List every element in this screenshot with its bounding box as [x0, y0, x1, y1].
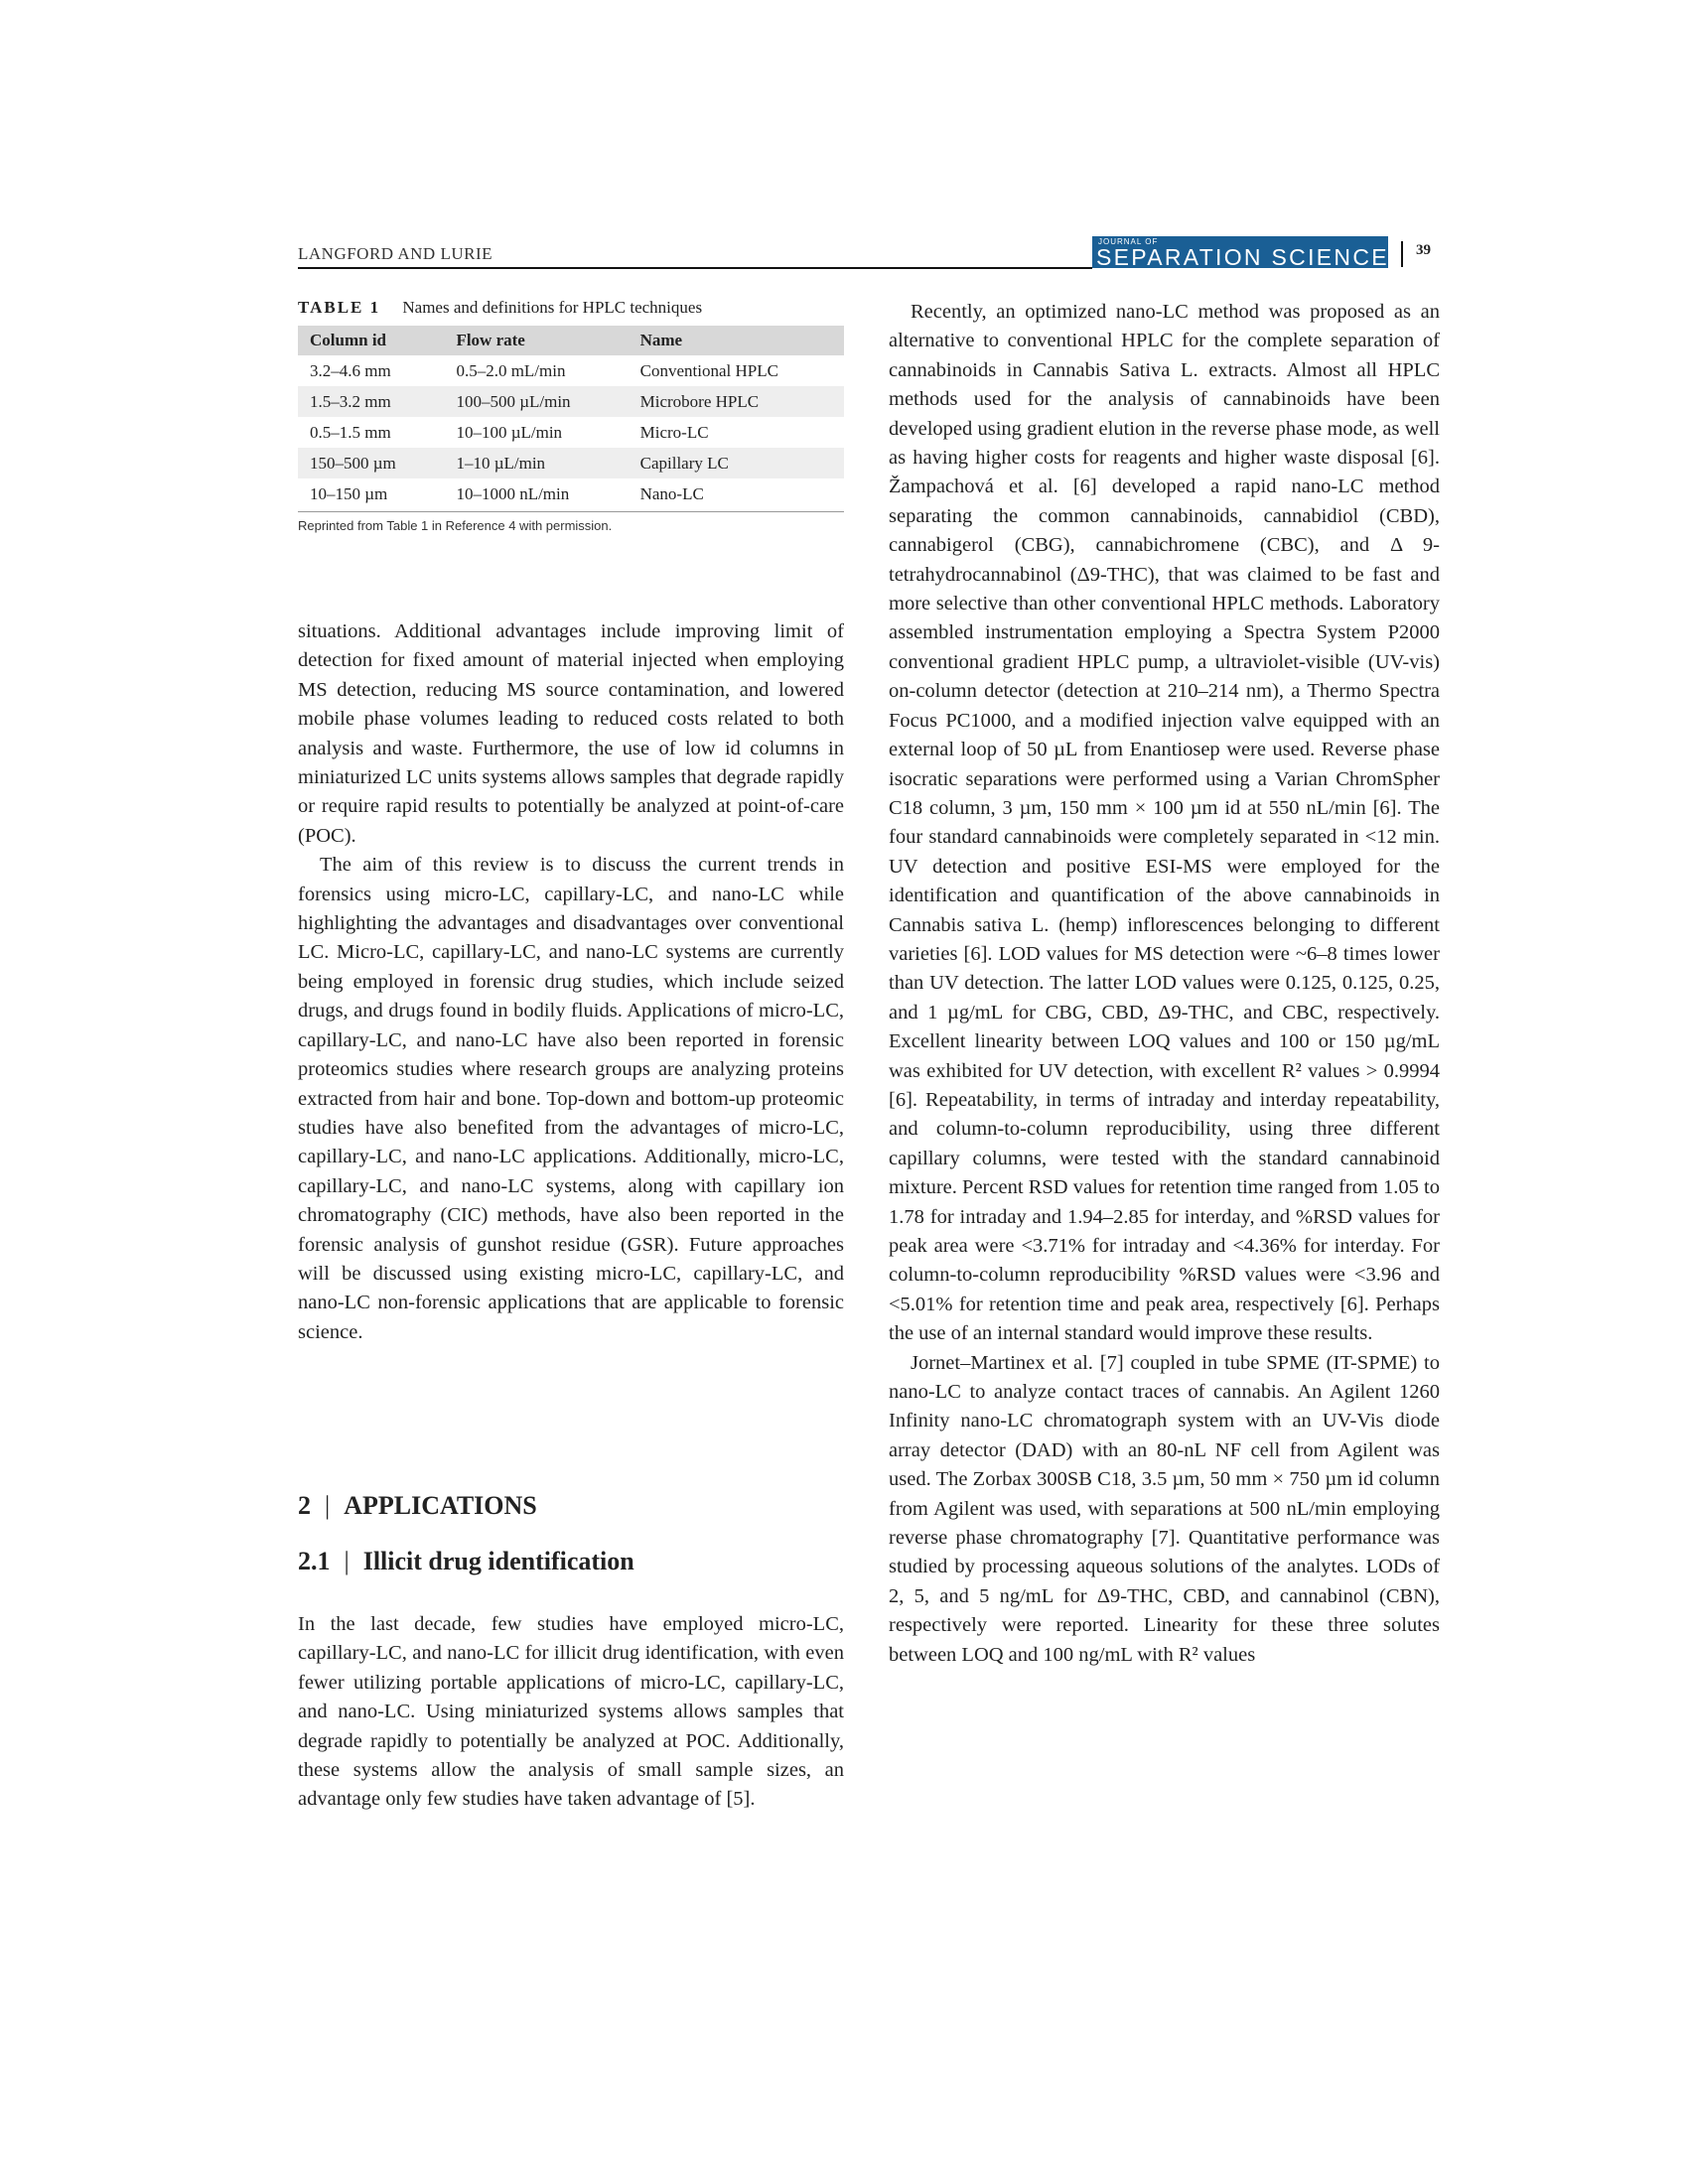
hplc-techniques-table [298, 326, 844, 509]
table-cell: 10–100 µL/min [456, 422, 563, 442]
left-column-top [298, 617, 844, 1347]
table-header-row [298, 326, 844, 355]
table-row [298, 448, 844, 478]
header-rule [298, 267, 1092, 269]
journal-logo [1092, 236, 1388, 268]
section-title: APPLICATIONS [344, 1491, 537, 1520]
header-divider [1401, 241, 1403, 267]
body-paragraph: Recently, an optimized nano-LC method was proposed as an alternative to conventional HPLC for the complete separation of cannabinoids in Cannabis Sativa L. extracts. Almost all HPLC methods used for the analysis of cannabinoids have been developed using gradient elution in the reverse phase mode, as well as having higher costs for reagents and higher waste disposal [6]. Žampachová et al. [6] developed a rapid nano-LC method separating the common cannabinoids, cannabidiol (CBD), cannabigerol (CBG), cannabichromene (CBC), and Δ 9-tetrahydrocannabinol (Δ9-THC), that was claimed to be fast and more selective than other conventional HPLC methods. Laboratory assembled instrumentation employing a Spectra System P2000 conventional gradient HPLC pump, a ultraviolet-visible (UV-vis) on-column detector (detection at 210–214 nm), a Thermo Spectra Focus PC1000, and a modified injection valve equipped with an external loop of 50 µL from Enantiosep were used. Reverse phase isocratic separations were performed using a Varian ChromSpher C18 column, 3 µm, 150 mm × 100 µm id at 550 nL/min [6]. The four standard cannabinoids were completely separated in <12 min. UV detection and positive ESI-MS were employed for the identification and quantification of the above cannabinoids in Cannabis sativa L. (hemp) inflorescences belonging to different varieties [6]. LOD values for MS detection were ~6–8 times lower than UV detection. The latter LOD values were 0.125, 0.125, 0.25, and 1 µg/mL for CBG, CBD, Δ9-THC, and CBC, respectively. Excellent linearity between LOQ values and 100 or 150 µg/mL was exhibited for UV detection, with excellent R² values > 0.9994 [6]. Repeatability, in terms of intraday and interday repeatability, and column-to-column reproducibility, using three different capillary columns, were tested with the standard cannabinoid mixture. Percent RSD values for retention time ranged from 1.05 to 1.78 for intraday and 1.94–2.85 for interday, and %RSD values for peak area were <3.71% for intraday and <4.36% for interday. For column-to-column reproducibility %RSD values were <3.96 and <5.01% for retention time and peak area, respectively [6]. Perhaps the use of an internal standard would improve these results. [889, 301, 1440, 1345]
table-caption [298, 298, 844, 318]
journal-logo-name: SEPARATION SCIENCE [1096, 244, 1389, 270]
table-cell: Capillary LC [629, 448, 844, 478]
running-header [298, 238, 1440, 268]
table-1 [298, 298, 844, 533]
section-heading [298, 1491, 537, 1521]
table-row [298, 355, 844, 386]
subsection-title: Illicit drug identification [362, 1547, 634, 1575]
table-cell: Micro-LC [639, 422, 709, 442]
table-caption-text: Names and definitions for HPLC techniques [402, 298, 703, 317]
section-separator: | [325, 1491, 331, 1520]
subsection-heading [298, 1547, 634, 1576]
section-number: 2 [298, 1491, 311, 1520]
table-cell: 10–1000 nL/min [456, 483, 570, 503]
subsection-number: 2.1 [298, 1547, 331, 1575]
table-cell: 10–150 µm [310, 483, 388, 503]
table-cell: 0.5–2.0 mL/min [456, 360, 566, 380]
table-cell: Microbore HPLC [629, 386, 844, 417]
page-number: 39 [1416, 242, 1431, 258]
left-column-bottom [298, 1610, 844, 1815]
table-footnote: Reprinted from Table 1 in Reference 4 with permission. [298, 518, 613, 533]
table-cell: 150–500 µm [298, 448, 444, 478]
table-row [298, 478, 844, 509]
table-cell: 1–10 µL/min [444, 448, 628, 478]
table-cell: Conventional HPLC [639, 360, 778, 380]
table-cell: 100–500 µL/min [444, 386, 628, 417]
body-paragraph: Jornet–Martinex et al. [7] coupled in tube SPME (IT-SPME) to nano-LC to analyze contact traces of cannabis. An Agilent 1260 Infinity nano-LC chromatograph system with an UV-Vis diode array detector (DAD) with an 80-nL NF cell from Agilent was used. The Zorbax 300SB C18, 3.5 µm, 50 mm × 750 µm id column from Agilent was used, with separations at 500 nL/min employing reverse phase chromatography [7]. Quantitative performance was studied by processing aqueous solutions of the analytes. LODs of 2, 5, and 5 ng/mL for Δ9-THC, CBD, and cannabinol (CBN), respectively were reported. Linearity for these three solutes between LOQ and 100 ng/mL with R² values [889, 1351, 1440, 1666]
column-header: Flow rate [444, 326, 628, 355]
column-header: Column id [298, 326, 444, 355]
author-names: LANGFORD AND LURIE [298, 244, 492, 263]
table-cell: 1.5–3.2 mm [298, 386, 444, 417]
body-paragraph: situations. Additional advantages include improving limit of detection for fixed amount of material injected when employing MS detection, reducing MS source contamination, and lowered mobile phase volumes leading to reduced costs related to both analysis and waste. Furthermore, the use of low id columns in miniaturized LC units systems allows samples that degrade rapidly or require rapid results to potentially be analyzed at point-of-care (POC). [298, 620, 844, 847]
right-column [889, 298, 1440, 1670]
body-paragraph: The aim of this review is to discuss the current trends in forensics using micro-LC, capillary-LC, and nano-LC while highlighting the advantages and disadvantages over conventional LC. Micro-LC, capillary-LC, and nano-LC systems are currently being employed in forensic drug studies, which include seized drugs, and drugs found in bodily fluids. Applications of micro-LC, capillary-LC, and nano-LC have also been reported in forensic proteomics studies where research groups are analyzing proteins extracted from hair and bone. Top-down and bottom-up proteomic studies have also benefited from the advantages of micro-LC, capillary-LC, and nano-LC applications. Additionally, micro-LC, capillary-LC, and nano-LC systems, along with capillary ion chromatography (CIC) methods, have also been reported in the forensic analysis of gunshot residue (GSR). Future approaches will be discussed using existing micro-LC, capillary-LC, and nano-LC non-forensic applications that are applicable to forensic science. [298, 854, 844, 1343]
table-bottom-rule [298, 511, 844, 512]
column-header: Name [629, 326, 844, 355]
body-paragraph: In the last decade, few studies have employed micro-LC, capillary-LC, and nano-LC for illicit drug identification, with even fewer utilizing portable applications of micro-LC, capillary-LC, and nano-LC. Using miniaturized systems allows samples that degrade rapidly to potentially be analyzed at POC. Additionally, these systems allow the analysis of small sample sizes, an advantage only few studies have taken advantage of [5]. [298, 1613, 844, 1811]
journal-logo-small: JOURNAL OF [1098, 237, 1159, 246]
table-row [298, 386, 844, 417]
subsection-separator: | [344, 1547, 350, 1575]
table-label: TABLE 1 [298, 298, 381, 317]
table-cell: 0.5–1.5 mm [310, 422, 391, 442]
table-cell: Nano-LC [639, 483, 704, 503]
table-row [298, 417, 844, 448]
table-cell: 3.2–4.6 mm [310, 360, 391, 380]
